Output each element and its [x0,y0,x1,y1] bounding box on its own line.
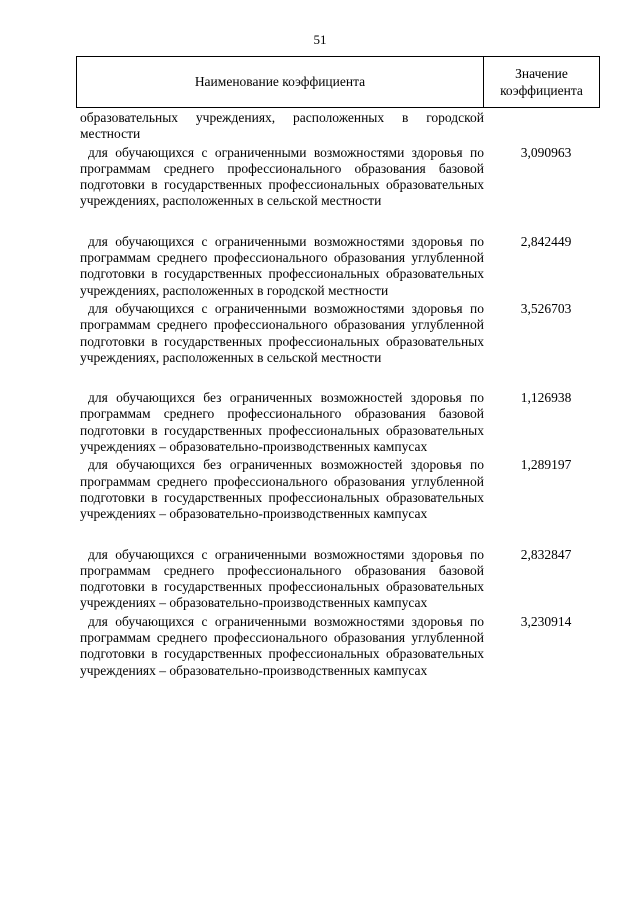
table-row [80,301,600,366]
coefficient-value: 2,832847 [520,546,572,562]
coefficient-name: для обучающихся без ограниченных возможностей здоровья по программам среднего профессионального образования базовой подготовки в государственных профессиональных образовательных учреждениях – образовательно-производственных кампусах [80,390,484,455]
table-row [80,614,600,679]
coefficient-value: 2,842449 [520,233,572,249]
coefficient-name: для обучающихся с ограниченными возможностями здоровья по программам среднего профессионального образования углубленной подготовки в государственных профессиональных образовательных учреждениях, расположенных в городской местности [80,233,484,298]
page-number: 51 [313,32,327,47]
table-body [80,110,600,679]
column-header-value: Значение коэффициента [500,66,583,98]
coefficient-name: для обучающихся с ограниченными возможностями здоровья по программам среднего профессионального образования углубленной подготовки в государственных профессиональных образовательных учреждениях – образовательно-производственных кампусах [80,613,484,678]
coefficient-value: 1,289197 [520,457,572,473]
coefficient-value: 1,126938 [520,390,572,406]
column-header-name: Наименование коэффициента [77,57,484,107]
table-row [80,145,600,210]
coefficient-name: для обучающихся без ограниченных возможностей здоровья по программам среднего профессионального образования углубленной подготовки в государственных профессиональных образовательных учреждениях – образовательно-производственных кампусах [80,457,484,522]
table-row [80,234,600,299]
table-row [80,457,600,522]
coefficient-value: 3,090963 [520,144,572,160]
coefficient-name: образовательных учреждениях, расположенных в городской местности [80,110,484,142]
coefficient-name: для обучающихся с ограниченными возможностями здоровья по программам среднего профессионального образования углубленной подготовки в государственных профессиональных образовательных учреждениях, расположенных в сельской местности [80,300,484,365]
coefficient-name: для обучающихся с ограниченными возможностями здоровья по программам среднего профессионального образования базовой подготовки в государственных профессиональных образовательных учреждениях, расположенных в сельской местности [80,144,484,209]
table-row [80,390,600,455]
coefficient-value: 3,526703 [520,300,572,316]
table-row [80,110,600,143]
table-header [76,56,600,108]
table-row [80,547,600,612]
coefficient-value: 3,230914 [520,613,572,629]
coefficient-name: для обучающихся с ограниченными возможностями здоровья по программам среднего профессионального образования базовой подготовки в государственных профессиональных образовательных учреждениях – образовательно-производственных кампусах [80,546,484,611]
coefficient-value [484,110,600,143]
